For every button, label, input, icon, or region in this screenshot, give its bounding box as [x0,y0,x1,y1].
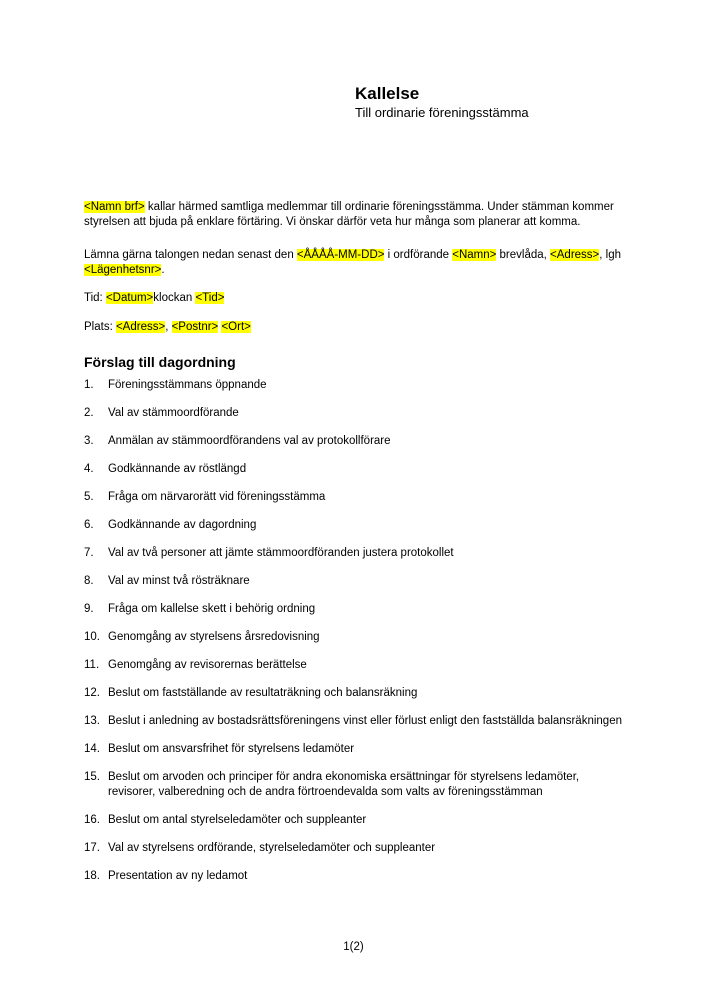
agenda-item-number: 12. [84,687,100,699]
agenda-item-number: 6. [84,519,94,531]
agenda-item-number: 14. [84,743,100,755]
text-run: . [161,264,165,276]
text-run: , [165,321,172,333]
agenda-item-number: 11. [84,659,100,671]
agenda-item-text: Beslut om fastställande av resultaträkning och balansräkning [108,687,418,699]
intro-paragraph [84,200,629,230]
agenda-item-number: 13. [84,715,100,727]
text-run: i ordförande [384,249,453,261]
agenda-heading: Förslag till dagordning [84,354,236,370]
agenda-item-number: 4. [84,463,94,475]
agenda-item-text: Anmälan av stämmoordförandens val av protokollförare [108,435,391,447]
agenda-item-text: Föreningsstämmans öppnande [108,379,267,391]
agenda-item-number: 9. [84,603,94,615]
agenda-item [84,813,629,828]
agenda-item-number: 2. [84,407,94,419]
agenda-item [84,602,629,617]
placeholder-highlight: <Namn brf> [84,201,145,213]
agenda-item-text: Val av styrelsens ordförande, styrelseledamöter och suppleanter [108,842,436,854]
agenda-item-text: Beslut i anledning av bostadsrättsföreningens vinst eller förlust enligt den fastställda balansräkningen [108,715,622,727]
text-run: kallar härmed samtliga medlemmar till ordinarie föreningsstämma. Under stämman kommer styrelsen att bjuda på enklare förtäring. Vi önskar därför veta hur många som planerar att komma. [84,201,614,228]
agenda-item-text: Presentation av ny ledamot [108,870,248,882]
agenda-item-text: Val av minst två rösträknare [108,575,250,587]
agenda-item-number: 5. [84,491,94,503]
agenda-item [84,490,629,505]
text-run: klockan [153,292,196,304]
agenda-item-number: 8. [84,575,94,587]
agenda-item-text: Godkännande av dagordning [108,519,257,531]
agenda-item [84,574,629,589]
agenda-item [84,714,629,729]
agenda-item-text: Val av två personer att jämte stämmoordföranden justera protokollet [108,547,454,559]
text-run: brevlåda, [496,249,551,261]
agenda-item-text: Fråga om närvarorätt vid föreningsstämma [108,491,326,503]
document-subtitle: Till ordinarie föreningsstämma [355,105,529,120]
agenda-item-number: 7. [84,547,94,559]
text-run: Tid: [84,292,106,304]
agenda-item-number: 3. [84,435,94,447]
placeholder-highlight: <Adress> [115,321,166,333]
agenda-item-number: 10. [84,631,100,643]
placeholder-highlight: <Datum> [105,292,154,304]
agenda-item-text: Genomgång av revisorernas berättelse [108,659,307,671]
agenda-item-number: 1. [84,379,94,391]
placeholder-highlight: <Tid> [195,292,225,304]
agenda-item [84,518,629,533]
agenda-item [84,742,629,757]
document-body [84,200,629,897]
agenda-item-number: 16. [84,814,100,826]
agenda-item-number: 18. [84,870,100,882]
agenda-item-text: Genomgång av styrelsens årsredovisning [108,631,320,643]
placeholder-highlight: <Namn> [452,249,497,261]
text-run: , lgh [599,249,622,261]
time-line [84,291,629,306]
agenda-item-number: 15. [84,771,100,783]
agenda-item [84,686,629,701]
agenda-item [84,658,629,673]
agenda-list [84,378,629,884]
agenda-item-text: Fråga om kallelse skett i behörig ordning [108,603,316,615]
text-run: Lämna gärna talongen nedan senast den [84,249,297,261]
placeholder-highlight: <Lägenhetsnr> [84,264,162,276]
agenda-item [84,546,629,561]
agenda-item [84,630,629,645]
agenda-item [84,841,629,856]
agenda-item [84,406,629,421]
reply-instructions-paragraph [84,248,629,278]
agenda-item-number: 17. [84,842,100,854]
agenda-item [84,869,629,884]
placeholder-highlight: <Postnr> [171,321,219,333]
agenda-item-text: Godkännande av röstlängd [108,463,247,475]
agenda-item [84,770,629,800]
document-title: Kallelse [355,84,420,103]
text-run: Plats: [84,321,116,333]
agenda-item-text: Beslut om ansvarsfrihet för styrelsens ledamöter [108,743,355,755]
title-block [355,84,529,121]
agenda-item [84,378,629,393]
agenda-item-text: Beslut om antal styrelseledamöter och suppleanter [108,814,367,826]
agenda-item-text: Beslut om arvoden och principer för andra ekonomiska ersättningar för styrelsens ledamöter, revisorer, valberedning och de andra förtroendevalda som valts av föreningsstämman [108,771,580,798]
place-line [84,320,629,335]
page-number: 1(2) [343,941,364,953]
agenda-item [84,462,629,477]
agenda-item [84,434,629,449]
agenda-item-text: Val av stämmoordförande [108,407,239,419]
placeholder-highlight: <ÅÅÅÅ-MM-DD> [296,249,385,261]
placeholder-highlight: <Adress> [550,249,600,261]
placeholder-highlight: <Ort> [221,321,251,333]
